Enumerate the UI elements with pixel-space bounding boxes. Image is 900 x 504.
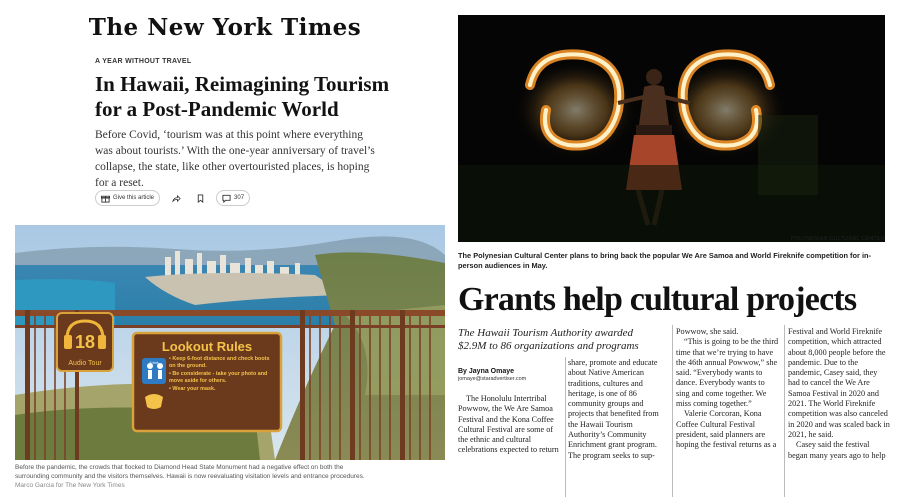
photo-caption-text: Before the pandemic, the crowds that flocked to Diamond Head State Monument had a negative effect on both the surrounding community and the visitors themselves. Hawaii is now reevaluating visitation levels and entrance procedures. [15,464,365,480]
comments-count: 307 [234,195,245,201]
diamond-head-photo [15,225,445,460]
photo-credit-label: POLYNESIAN CULTURAL CENTER [790,236,885,242]
comments-button[interactable] [216,190,250,206]
share-icon [172,194,181,203]
column-1-text: The Honolulu Intertribal Powwow, the We Are Samoa Festival and the Kona Coffee Cultural Festival are some of the ethnic and cultural celebrations expected to return [458,394,559,455]
newspaper-headline: Grants help cultural projects [458,281,857,318]
photo-credit: Marco Garcia for The New York Times [15,482,125,489]
newspaper-clipping-panel [450,0,900,504]
article-headline: In Hawaii, Reimagining Tourism for a Post-Pandemic World [95,72,390,121]
column-divider [784,325,785,497]
give-article-label: Give this article [113,195,155,201]
audio-tour-sign [57,313,113,371]
column-3-paragraph: “This is going to be the third time that we’re trying to have the 46th annual Powwow,” she said. “Everybody wants to dance. Everybody wants to sing and come together. We miss coming together.” [676,337,779,409]
audio-tour-number: 18 [74,332,96,352]
column-4-paragraph: Festival and World Fireknife competition, which attracted about 8,000 people before the pandemic. Due to the pandemic, Casey said, they had to cancel the We Are Samoa Festival in 2020 and 2021. The World Fireknife competition was also canceled in 2020 and was scaled back in 2021, he said. [788,327,890,439]
share-button[interactable] [168,190,184,206]
lookout-rules-title: Lookout Rules [161,339,253,354]
photo-caption [15,463,365,490]
article-column-2 [568,358,668,461]
article-summary: Before Covid, ‘tourism was at this point where everything was about tourists.’ With the one-year anniversary of travel’s collapse, the state, like other overtouristed places, is hoping for a reset. [95,129,375,189]
mask-icon [145,394,163,409]
photo-cutline: The Polynesian Cultural Center plans to bring back the popular We Are Samoa and World Fireknife competition for in-person audiences in May. [458,251,871,270]
column-4-paragraph: Casey said the festival began many years ago to help [788,440,886,460]
rule-considerate: Be considerate - take your photo and move aside for others. [169,371,268,384]
lookout-rules-sign: Lookout Rules 6 feet • Keep 6-foot distance and check boots on the ground. • Be considerate - take your photo and move aside for others. • Wear your mask. [133,333,281,431]
column-divider [672,325,673,497]
article-column-1 [458,394,563,456]
distance-badge-label: 6 feet [149,361,159,365]
author-email[interactable]: jomaye@staradvertiser.com [458,376,527,382]
article-column-4 [788,327,890,461]
rule-mask: Wear your mask. [172,386,216,393]
article-column-3 [676,327,780,451]
rule-distance: Keep 6-foot distance and check boots on the ground. [169,356,270,369]
column-2-text: share, promote and educate about Native American traditions, cultures and heritage, is one of 86 community groups and projects that benefited from the Hawaii Tourism Authority’s Community Enrichment grant program. The program seeks to sup- [568,358,659,460]
article-kicker[interactable]: A YEAR WITHOUT TRAVEL [95,58,192,65]
byline: By Jayna Omaye [458,368,515,375]
bookmark-icon [196,194,205,203]
column-3-paragraph: Powwow, she said. [676,327,739,336]
article-toolbar [95,190,250,206]
save-button[interactable] [192,190,208,206]
give-article-button[interactable] [95,190,160,206]
comment-icon [222,194,231,203]
audio-tour-label: Audio Tour [68,360,102,367]
column-divider [565,357,566,497]
gift-icon [101,194,110,203]
newspaper-subhead: The Hawaii Tourism Authority awarded $2.9M to 86 organizations and programs [458,327,639,352]
column-3-paragraph: Valerie Corcoran, Kona Coffee Cultural Festival president, said planners are hoping the festival returns as a [676,409,777,450]
fireknife-dancer-photo [458,15,885,242]
nyt-masthead-logo[interactable]: The New York Times [88,14,362,41]
